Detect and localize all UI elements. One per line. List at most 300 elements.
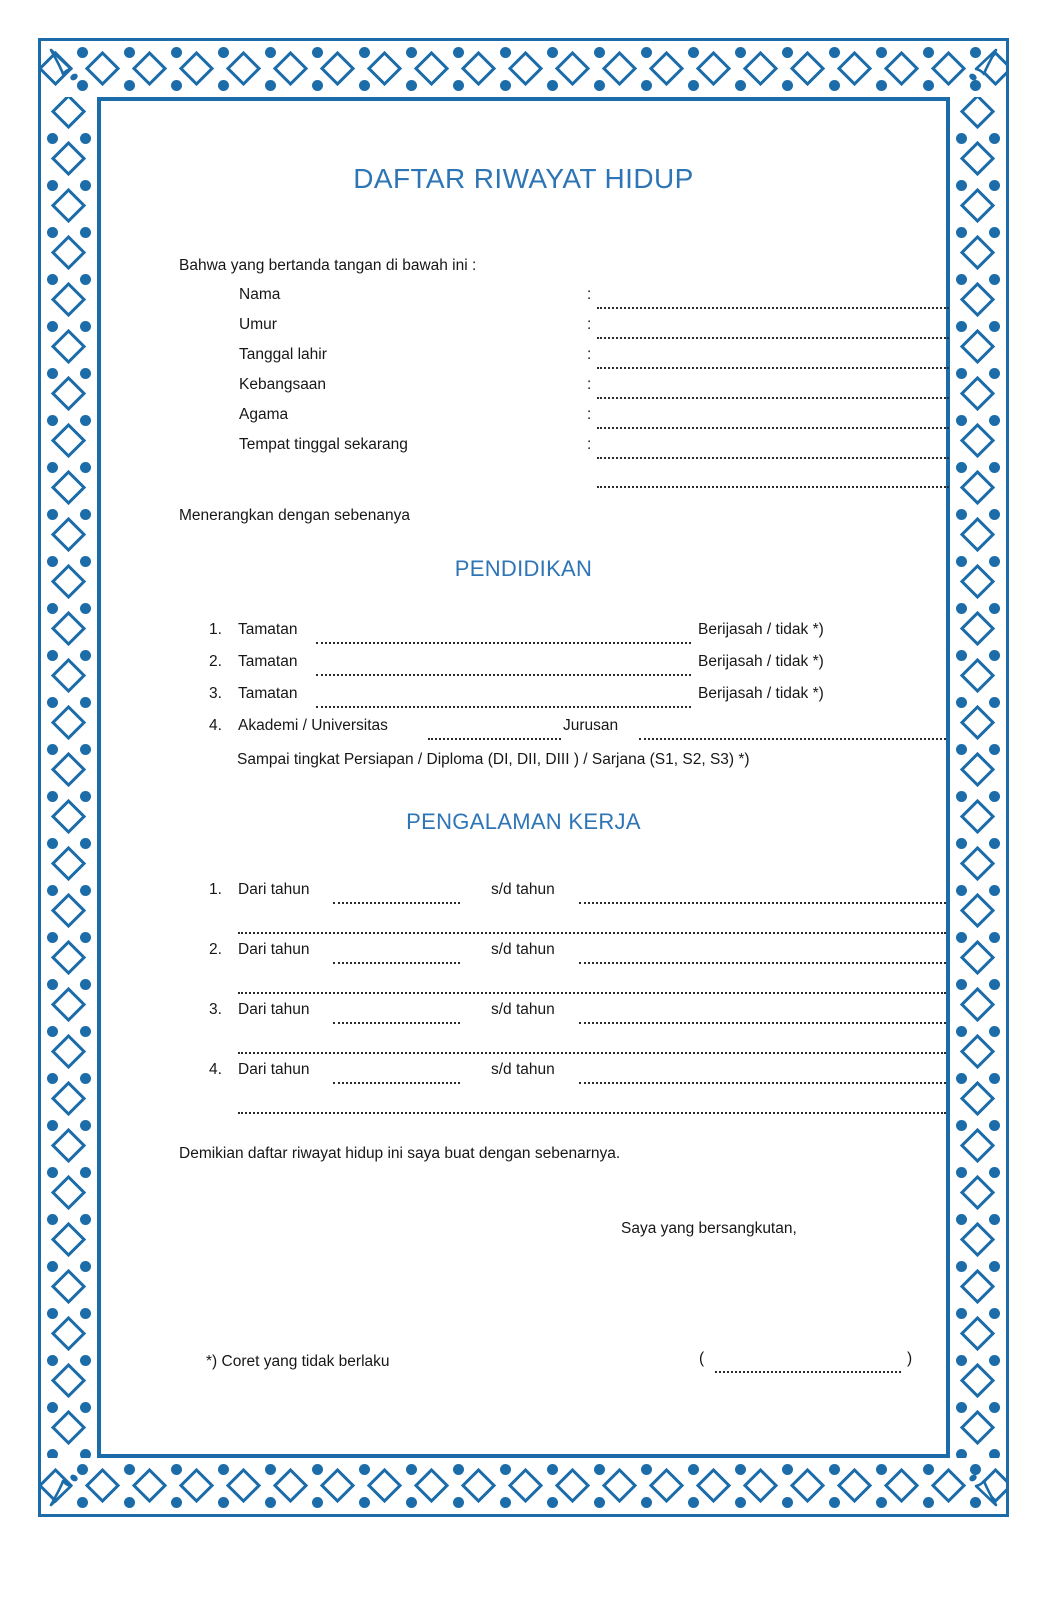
border-dot-icon [547, 80, 558, 91]
sd-tahun-label: s/d tahun [491, 881, 555, 898]
border-dot-icon [47, 133, 58, 144]
border-dot-icon [641, 1464, 652, 1475]
border-diamond-icon [51, 1081, 86, 1116]
border-dot-icon [989, 1308, 1000, 1319]
border-diamond-icon [51, 799, 86, 834]
border-dot-icon [47, 1402, 58, 1413]
dari-tahun-input-line[interactable] [333, 1082, 460, 1084]
identity-row [239, 286, 911, 316]
border-dot-icon [47, 603, 58, 614]
border-diamond-icon [960, 1222, 995, 1257]
border-dot-icon [989, 462, 1000, 473]
border-dot-icon [989, 1449, 1000, 1458]
border-dot-icon [80, 1261, 91, 1272]
border-dot-icon [406, 1464, 417, 1475]
border-dot-icon [989, 885, 1000, 896]
border-band-left [41, 97, 97, 1458]
border-diamond-icon [884, 1468, 919, 1503]
identity-field-label: Kebangsaan [239, 376, 327, 393]
border-diamond-icon [960, 940, 995, 975]
border-diamond-icon [555, 51, 590, 86]
border-diamond-icon [51, 97, 86, 129]
dari-tahun-label: Dari tahun [238, 1061, 310, 1078]
border-dot-icon [47, 1355, 58, 1366]
border-dot-icon [359, 47, 370, 58]
border-dot-icon [956, 556, 967, 567]
pengalaman-row [101, 1061, 946, 1093]
identity-input-line[interactable] [597, 367, 949, 369]
closing-text: Demikian daftar riwayat hidup ini saya buat dengan sebenarnya. [179, 1145, 621, 1162]
jurusan-label: Jurusan [563, 717, 619, 734]
border-diamond-icon [555, 1468, 590, 1503]
border-dot-icon [406, 80, 417, 91]
border-diamond-icon [51, 611, 86, 646]
border-diamond-icon [508, 51, 543, 86]
border-diamond-icon [743, 1468, 778, 1503]
border-diamond-icon [51, 705, 86, 740]
pengalaman-row [101, 941, 946, 973]
pengalaman-continuation-line[interactable] [238, 1052, 946, 1054]
border-dot-icon [989, 979, 1000, 990]
border-diamond-icon [51, 1034, 86, 1069]
border-diamond-icon [51, 564, 86, 599]
list-number: 1. [209, 621, 222, 638]
border-diamond-icon [51, 1269, 86, 1304]
sd-tahun-label: s/d tahun [491, 1061, 555, 1078]
border-dot-icon [80, 1355, 91, 1366]
identity-colon: : [587, 286, 592, 303]
border-dot-icon [47, 744, 58, 755]
pendidikan-label: Tamatan [238, 653, 298, 670]
pendidikan-row-akademi [101, 717, 946, 749]
border-diamond-icon [461, 1468, 496, 1503]
border-dot-icon [80, 321, 91, 332]
border-dot-icon [547, 47, 558, 58]
border-diamond-icon [960, 517, 995, 552]
list-number: 1. [209, 881, 222, 898]
border-dot-icon [989, 274, 1000, 285]
identity-input-line[interactable] [597, 337, 949, 339]
border-dot-icon [80, 1449, 91, 1458]
border-dot-icon [500, 80, 511, 91]
pengalaman-continuation-line[interactable] [238, 1112, 946, 1114]
border-dot-icon [923, 47, 934, 58]
border-dot-icon [47, 838, 58, 849]
border-dot-icon [829, 1497, 840, 1508]
border-diamond-icon [960, 564, 995, 599]
section-heading-pengalaman: PENGALAMAN KERJA [406, 809, 641, 834]
tingkat-note-text: Sampai tingkat Persiapan / Diploma (DI, DII, DIII ) / Sarjana (S1, S2, S3) *) [237, 751, 750, 768]
border-dot-icon [80, 1308, 91, 1319]
border-dot-icon [956, 274, 967, 285]
border-dot-icon [265, 1497, 276, 1508]
pendidikan-input-line[interactable] [316, 706, 691, 708]
intro-text: Bahwa yang bertanda tangan di bawah ini : [179, 257, 477, 274]
border-diamond-icon [51, 1316, 86, 1351]
border-dot-icon [989, 227, 1000, 238]
pendidikan-input-line[interactable] [316, 642, 691, 644]
border-dot-icon [989, 321, 1000, 332]
identity-field-label: Tempat tinggal sekarang [239, 436, 408, 453]
border-dot-icon [594, 1497, 605, 1508]
border-diamond-icon [179, 1468, 214, 1503]
border-band-bottom [41, 1458, 1006, 1514]
border-dot-icon [80, 556, 91, 567]
border-dot-icon [876, 47, 887, 58]
border-dot-icon [829, 80, 840, 91]
border-diamond-icon [51, 940, 86, 975]
border-dot-icon [80, 650, 91, 661]
border-dot-icon [80, 415, 91, 426]
list-number: 4. [209, 717, 222, 734]
border-diamond-icon [226, 1468, 261, 1503]
border-dot-icon [80, 838, 91, 849]
list-number: 3. [209, 685, 222, 702]
border-dot-icon [956, 1261, 967, 1272]
border-dot-icon [359, 80, 370, 91]
border-dot-icon [47, 1449, 58, 1458]
identity-colon: : [587, 436, 592, 453]
border-dot-icon [80, 885, 91, 896]
border-diamond-icon [51, 658, 86, 693]
border-dot-icon [47, 415, 58, 426]
border-dot-icon [47, 227, 58, 238]
border-diamond-icon [960, 141, 995, 176]
identity-input-line[interactable] [597, 457, 949, 459]
border-dot-icon [312, 47, 323, 58]
border-diamond-icon [414, 1468, 449, 1503]
border-dot-icon [47, 697, 58, 708]
border-diamond-icon [960, 658, 995, 693]
border-dot-icon [989, 368, 1000, 379]
border-diamond-icon [960, 1128, 995, 1163]
border-dot-icon [406, 1497, 417, 1508]
border-dot-icon [124, 47, 135, 58]
pendidikan-row [101, 621, 946, 653]
border-diamond-icon [51, 188, 86, 223]
border-diamond-icon [960, 705, 995, 740]
border-dot-icon [989, 1402, 1000, 1413]
border-diamond-icon [51, 987, 86, 1022]
border-diamond-icon [960, 1034, 995, 1069]
border-dot-icon [956, 744, 967, 755]
border-dot-icon [80, 274, 91, 285]
border-dot-icon [47, 1214, 58, 1225]
border-dot-icon [956, 791, 967, 802]
sd-tahun-input-line[interactable] [579, 1082, 946, 1084]
border-diamond-icon [51, 1363, 86, 1398]
border-dot-icon [453, 1497, 464, 1508]
border-diamond-icon [960, 752, 995, 787]
border-dot-icon [956, 1308, 967, 1319]
border-dot-icon [989, 1073, 1000, 1084]
border-dot-icon [989, 180, 1000, 191]
dari-tahun-label: Dari tahun [238, 1001, 310, 1018]
pengalaman-row [101, 1001, 946, 1033]
border-diamond-icon [226, 51, 261, 86]
pendidikan-input-line[interactable] [316, 674, 691, 676]
border-dot-icon [80, 697, 91, 708]
border-dot-icon [956, 509, 967, 520]
border-dot-icon [80, 1026, 91, 1037]
border-dot-icon [47, 1073, 58, 1084]
berijasah-option-label: Berijasah / tidak *) [698, 621, 824, 638]
pendidikan-label: Tamatan [238, 621, 298, 638]
border-diamond-icon [960, 235, 995, 270]
border-dot-icon [171, 1464, 182, 1475]
akademi-input-line[interactable] [428, 738, 561, 740]
border-dot-icon [312, 80, 323, 91]
border-diamond-icon [414, 51, 449, 86]
border-dot-icon [956, 697, 967, 708]
sd-tahun-label: s/d tahun [491, 1001, 555, 1018]
border-dot-icon [80, 603, 91, 614]
pengalaman-continuation-line[interactable] [238, 992, 946, 994]
border-dot-icon [956, 1026, 967, 1037]
border-dot-icon [453, 47, 464, 58]
border-diamond-icon [320, 1468, 355, 1503]
border-dot-icon [80, 744, 91, 755]
border-dot-icon [594, 80, 605, 91]
document-content [101, 101, 946, 1454]
border-dot-icon [956, 227, 967, 238]
border-dot-icon [876, 1464, 887, 1475]
akademi-label: Akademi / Universitas [238, 717, 388, 734]
border-dot-icon [547, 1464, 558, 1475]
dari-tahun-input-line[interactable] [333, 902, 460, 904]
signature-paren-close: ) [907, 1350, 913, 1367]
border-dot-icon [989, 932, 1000, 943]
identity-colon: : [587, 376, 592, 393]
border-dot-icon [956, 368, 967, 379]
border-diamond-icon [960, 1363, 995, 1398]
border-diamond-icon [743, 51, 778, 86]
border-diamond-icon [51, 282, 86, 317]
identity-field-label: Nama [239, 286, 281, 303]
border-dot-icon [782, 1464, 793, 1475]
border-dot-icon [47, 979, 58, 990]
border-dot-icon [989, 744, 1000, 755]
border-dot-icon [312, 1464, 323, 1475]
border-diamond-icon [51, 893, 86, 928]
border-diamond-icon [790, 51, 825, 86]
border-dot-icon [735, 47, 746, 58]
border-dot-icon [124, 80, 135, 91]
border-diamond-icon [960, 1410, 995, 1445]
border-dot-icon [956, 1449, 967, 1458]
border-diamond-icon [884, 51, 919, 86]
border-dot-icon [47, 180, 58, 191]
border-dot-icon [80, 979, 91, 990]
identity-input-line[interactable] [597, 307, 949, 309]
border-dot-icon [989, 415, 1000, 426]
identity-field-label: Agama [239, 406, 289, 423]
border-diamond-icon [960, 1175, 995, 1210]
border-dot-icon [782, 1497, 793, 1508]
border-diamond-icon [696, 1468, 731, 1503]
border-dot-icon [956, 979, 967, 990]
border-dot-icon [956, 1355, 967, 1366]
list-number: 3. [209, 1001, 222, 1018]
border-dot-icon [923, 80, 934, 91]
pendidikan-row [101, 653, 946, 685]
border-diamond-icon [51, 1128, 86, 1163]
border-dot-icon [735, 1497, 746, 1508]
list-number: 4. [209, 1061, 222, 1078]
border-diamond-icon [51, 329, 86, 364]
border-diamond-icon [51, 1222, 86, 1257]
jurusan-input-line[interactable] [639, 738, 946, 740]
border-dot-icon [876, 80, 887, 91]
border-dot-icon [989, 603, 1000, 614]
sd-tahun-input-line[interactable] [579, 962, 946, 964]
dari-tahun-label: Dari tahun [238, 941, 310, 958]
border-dot-icon [688, 80, 699, 91]
border-dot-icon [47, 1120, 58, 1131]
border-dot-icon [956, 885, 967, 896]
border-diamond-icon [649, 51, 684, 86]
border-diamond-icon [960, 1316, 995, 1351]
pendidikan-row [101, 685, 946, 717]
border-diamond-icon [960, 846, 995, 881]
border-dot-icon [171, 80, 182, 91]
border-diamond-icon [367, 51, 402, 86]
border-dot-icon [956, 1120, 967, 1131]
border-diamond-icon [790, 1468, 825, 1503]
border-dot-icon [956, 838, 967, 849]
border-diamond-icon [132, 1468, 167, 1503]
border-diamond-icon [508, 1468, 543, 1503]
border-dot-icon [80, 1120, 91, 1131]
list-number: 2. [209, 941, 222, 958]
border-dot-icon [265, 1464, 276, 1475]
identity-row [239, 376, 911, 406]
border-dot-icon [989, 791, 1000, 802]
border-dot-icon [989, 133, 1000, 144]
identity-input-line[interactable] [597, 397, 949, 399]
border-dot-icon [218, 47, 229, 58]
border-dot-icon [735, 1464, 746, 1475]
border-dot-icon [312, 1497, 323, 1508]
border-dot-icon [989, 1214, 1000, 1225]
border-dot-icon [406, 47, 417, 58]
border-dot-icon [80, 1073, 91, 1084]
signature-paren-open: ( [699, 1350, 705, 1367]
border-dot-icon [989, 1355, 1000, 1366]
border-dot-icon [956, 650, 967, 661]
border-band-top [41, 41, 1006, 97]
border-dot-icon [80, 368, 91, 379]
border-dot-icon [641, 80, 652, 91]
border-diamond-icon [960, 376, 995, 411]
border-dot-icon [47, 1167, 58, 1178]
border-dot-icon [923, 1464, 934, 1475]
border-diamond-icon [51, 846, 86, 881]
border-dot-icon [171, 47, 182, 58]
border-dot-icon [47, 932, 58, 943]
border-dot-icon [500, 1497, 511, 1508]
identity-row [239, 346, 911, 376]
dari-tahun-input-line[interactable] [333, 962, 460, 964]
border-diamond-icon [960, 1269, 995, 1304]
border-dot-icon [47, 274, 58, 285]
border-dot-icon [47, 650, 58, 661]
corner-leaf-icon-top-left [41, 41, 97, 97]
dari-tahun-input-line[interactable] [333, 1022, 460, 1024]
border-diamond-icon [960, 799, 995, 834]
border-diamond-icon [960, 97, 995, 129]
section-heading-pendidikan: PENDIDIKAN [454, 556, 593, 581]
border-diamond-icon [132, 51, 167, 86]
border-dot-icon [265, 47, 276, 58]
border-dot-icon [829, 1464, 840, 1475]
identity-row [239, 316, 911, 346]
border-diamond-icon [960, 611, 995, 646]
border-diamond-icon [960, 1081, 995, 1116]
identity-input-line[interactable] [597, 427, 949, 429]
border-dot-icon [735, 80, 746, 91]
pengalaman-row [101, 881, 946, 913]
border-dot-icon [218, 1464, 229, 1475]
border-dot-icon [641, 47, 652, 58]
border-dot-icon [47, 321, 58, 332]
border-dot-icon [47, 368, 58, 379]
border-dot-icon [989, 1261, 1000, 1272]
sd-tahun-input-line[interactable] [579, 1022, 946, 1024]
border-diamond-icon [51, 141, 86, 176]
border-diamond-icon [837, 1468, 872, 1503]
border-dot-icon [80, 227, 91, 238]
border-dot-icon [47, 556, 58, 567]
border-dot-icon [218, 1497, 229, 1508]
border-diamond-icon [960, 893, 995, 928]
border-dot-icon [989, 838, 1000, 849]
menerangkan-text: Menerangkan dengan sebenanya [179, 507, 410, 524]
border-diamond-icon [273, 1468, 308, 1503]
border-dot-icon [956, 321, 967, 332]
border-dot-icon [989, 650, 1000, 661]
corner-leaf-icon-top-right [950, 41, 1006, 97]
border-dot-icon [989, 697, 1000, 708]
signature-name-field[interactable] [715, 1371, 901, 1373]
identity-extra-leader[interactable] [597, 486, 949, 488]
border-diamond-icon [51, 235, 86, 270]
pengalaman-continuation-line[interactable] [238, 932, 946, 934]
pendidikan-label: Tamatan [238, 685, 298, 702]
border-dot-icon [47, 1026, 58, 1037]
identity-row [239, 406, 911, 436]
border-dot-icon [782, 80, 793, 91]
border-diamond-icon [51, 752, 86, 787]
border-diamond-icon [960, 470, 995, 505]
signature-label: Saya yang bersangkutan, [621, 1220, 797, 1237]
sd-tahun-input-line[interactable] [579, 902, 946, 904]
border-dot-icon [956, 603, 967, 614]
border-dot-icon [80, 1214, 91, 1225]
border-dot-icon [956, 415, 967, 426]
border-dot-icon [547, 1497, 558, 1508]
identity-field-label: Tanggal lahir [239, 346, 327, 363]
sd-tahun-label: s/d tahun [491, 941, 555, 958]
border-diamond-icon [367, 1468, 402, 1503]
border-dot-icon [688, 1497, 699, 1508]
border-dot-icon [956, 462, 967, 473]
border-diamond-icon [960, 987, 995, 1022]
border-dot-icon [876, 1497, 887, 1508]
corner-leaf-icon-bottom-right [950, 1458, 1006, 1514]
footnote-text: *) Coret yang tidak berlaku [206, 1353, 390, 1370]
border-dot-icon [989, 556, 1000, 567]
